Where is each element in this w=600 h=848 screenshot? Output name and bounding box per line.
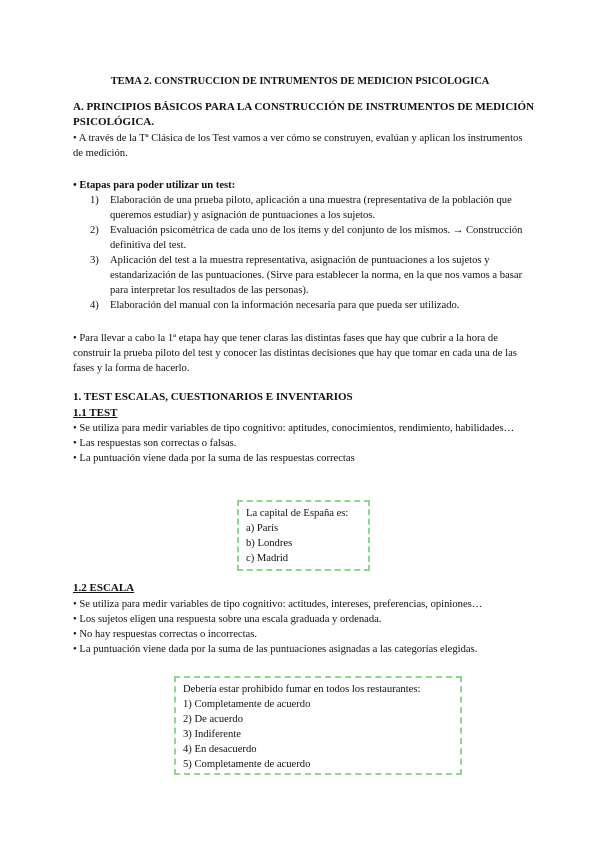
test-example-box — [237, 500, 370, 571]
example-question: La capital de España es: — [246, 508, 349, 519]
list-item: • Se utiliza para medir variables de tipo cognitivo: actitudes, intereses, preferencias, opiniones… — [73, 599, 483, 610]
escala-example-box — [174, 676, 462, 775]
steps-list — [90, 193, 535, 313]
list-item: 2) Evaluación psicométrica de cada uno de los ítems y del conjunto de los mismos. → Construcción definitiva del test. — [90, 225, 523, 251]
section-1-heading: 1. TEST ESCALAS, CUESTIONARIOS E INVENTARIOS — [73, 391, 353, 403]
test-bullets — [73, 421, 533, 466]
example-option: 3) Indiferente — [183, 729, 241, 740]
example-option: 4) En desacuerdo — [183, 744, 257, 755]
example-option: c) Madrid — [246, 553, 289, 564]
example-option: 5) Completamente de acuerdo — [183, 759, 311, 770]
list-item: • Los sujetos eligen una respuesta sobre una escala graduada y ordenada. — [73, 614, 382, 625]
example-option: b) Londres — [246, 538, 293, 549]
example-option: 1) Completamente de acuerdo — [183, 699, 311, 710]
test-heading: 1.1 TEST — [73, 407, 118, 419]
section-a-closing: • Para llevar a cabo la 1ª etapa hay que tener claras las distintas fases que hay que cubrir a la hora de construir la prueba piloto del test y conocer las distintas decisiones que hay que tomar en cada una de las fases y la forma de hacerlo. — [73, 333, 517, 374]
list-item: • La puntuación viene dada por la suma de las respuestas correctas — [73, 453, 355, 464]
example-option: a) París — [246, 523, 279, 534]
list-item: 3) Aplicación del test a la muestra representativa, asignación de puntuaciones a los sujetos y estandarización de las puntuaciones. (Sirve para establecer la norma, en la que nos vamos a basar para interpretar los resultados de las personas). — [90, 255, 523, 296]
list-item: 1) Elaboración de una prueba piloto, aplicación a una muestra (representativa de la población que queremos estudiar) y asignación de puntuaciones a los sujetos. — [90, 195, 512, 221]
example-option: 2) De acuerdo — [183, 714, 243, 725]
list-item: • No hay respuestas correctas o incorrectas. — [73, 629, 258, 640]
list-item: • Las respuestas son correctas o falsas. — [73, 438, 237, 449]
list-item: • La puntuación viene dada por la suma de las puntuaciones asignadas a las categorías elegidas. — [73, 644, 478, 655]
example-question: Debería estar prohibido fumar en todos los restaurantes: — [183, 684, 421, 695]
escala-heading: 1.2 ESCALA — [73, 582, 135, 594]
escala-bullets — [73, 597, 533, 657]
steps-heading: • Etapas para poder utilizar un test: — [73, 180, 236, 191]
section-a-heading: A. PRINCIPIOS BÁSICOS PARA LA CONSTRUCCIÓN DE INSTRUMENTOS DE MEDICIÓN PSICOLÓGICA. — [73, 101, 535, 128]
list-item: 4) Elaboración del manual con la información necesaria para que pueda ser utilizado. — [90, 300, 460, 311]
page-title: TEMA 2. CONSTRUCCION DE INTRUMENTOS DE MEDICION PSICOLOGICA — [110, 76, 490, 87]
list-item: • Se utiliza para medir variables de tipo cognitivo: aptitudes, conocimientos, rendimiento, habilidades… — [73, 423, 515, 434]
section-a-intro: • A través de la Tª Clásica de los Test vamos a ver cómo se construyen, evalúan y aplican los instrumentos de medición. — [73, 133, 523, 159]
